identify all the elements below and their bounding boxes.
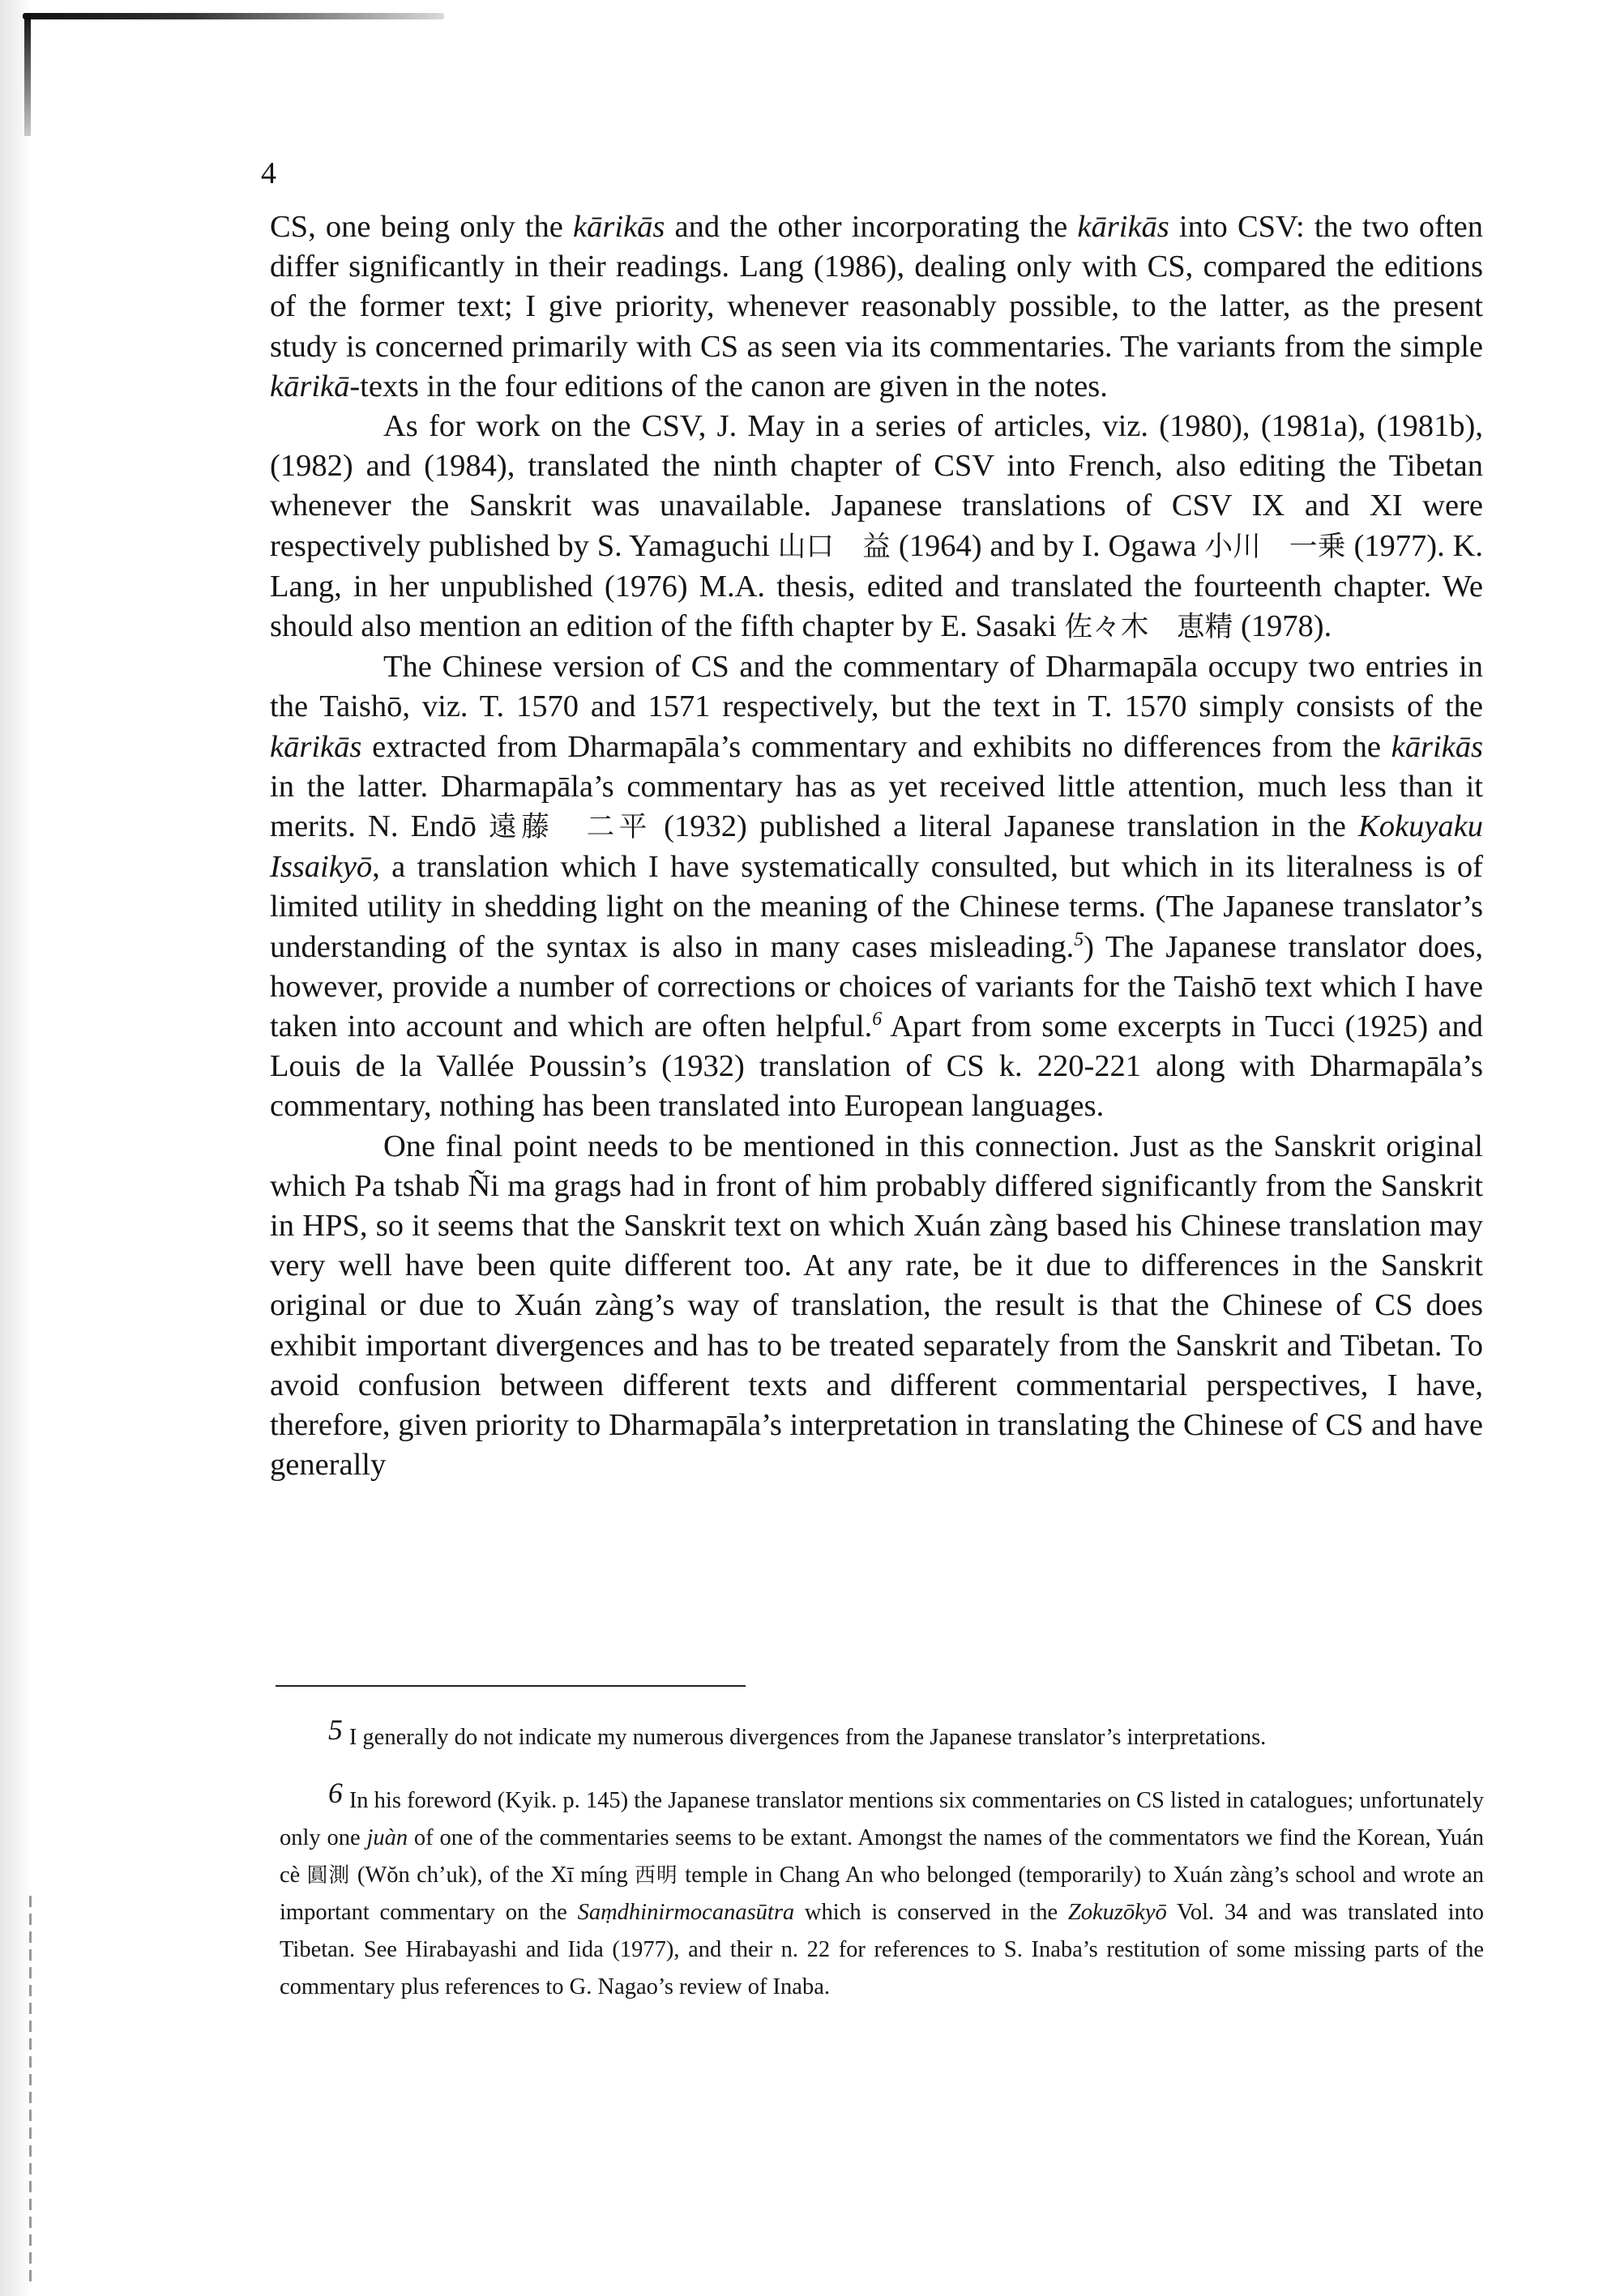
cjk-ximing: 西明 — [635, 1863, 678, 1888]
paragraph-4: One final point needs to be mentioned in this connection. Just as the Sanskrit original which Pa tshab Ñi ma grags had in front of him probably differed significantly from the Sanskrit in HPS, so it seems that the Sanskrit text on which Xuán zàng based his Chinese translation may very well have been quite different too. At any rate, be it due to differences in the Sanskrit original or due to Xuán zàng’s way of translation, the result is that the Chinese of CS does exhibit important divergences and has to be treated separately from the Sanskrit and Tibetan. To avoid confusion between different texts and different commentarial perspectives, I have, therefore, given priority to Dharmapāla’s interpretation in translating the Chinese of CS and have generally — [270, 1129, 1483, 1483]
footnote-ref-5[interactable]: 5 — [1074, 928, 1084, 950]
footnote-5: 5 I generally do not indicate my numerous divergences from the Japanese translator’s interpretations. — [328, 1713, 1267, 1750]
footnote-6: 6 In his foreword (Kyik. p. 145) the Japanese translator mentions six commentaries on CS listed in catalogues; unfortunately only one juàn of one of the commentaries seems to be extant. Amongst the names of the commentators we find the Korean, Yuán cè 圓測 (Wŏn ch’uk), of the Xī míng 西明 temple in Chang An who belonged (temporarily) to Xuán zàng’s school and wrote an important commentary on the Saṃdhinirmocanasūtra which is conserved in the Zokuzōkyō Vol. 34 and was translated into Tibetan. See Hirabayashi and Iida (1977), and their n. 22 for references to S. Inaba’s restitution of some missing parts of the commentary plus references to G. Nagao’s review of Inaba. — [280, 1777, 1485, 1999]
scan-left-bottom-border — [29, 1896, 32, 2285]
cjk-yamaguchi: 山口 益 — [777, 530, 891, 563]
scan-shadow-edge — [0, 0, 32, 2296]
cjk-endo: 遠藤 二平 — [489, 811, 652, 844]
paragraph-2: As for work on the CSV, J. May in a series of articles, viz. (1980), (1981a), (1981b), (1982) and (1984), translated the ninth chapter of CSV into French, also editing the Tibetan whenever the Sanskrit was unavailable. Japanese translations of CSV IX and XI were respectively published by S. Yamaguchi 山口 益 (1964) and by I. Ogawa 小川 一乗 (1977). K. Lang, in her unpublished (1976) M.A. thesis, edited and translated the fourteenth chapter. We should also mention an edition of the fifth chapter by E. Sasaki 佐々木 恵精 (1978). — [270, 409, 1484, 644]
footnote-ref-6[interactable]: 6 — [872, 1009, 883, 1031]
body-text — [270, 207, 1483, 1486]
paragraph-1: CS, one being only the kārikās and the other incorporating the kārikās into CSV: the two often differ significantly in their readings. Lang (1986), dealing only with CS, compared the editions of the former text; I give priority, whenever reasonably possible, to the latter, as the present study is concerned primarily with CS as seen via its commentaries. The variants from the simple kārikā-texts in the four editions of the canon are given in the notes. — [270, 210, 1483, 403]
footnote-number: 6 — [328, 1777, 343, 1809]
scan-left-border — [24, 15, 31, 136]
cjk-sasaki: 佐々木 恵精 — [1064, 611, 1233, 644]
cjk-yuance: 圓測 — [306, 1863, 351, 1888]
cjk-ogawa: 小川 一乗 — [1204, 530, 1346, 563]
footnotes — [280, 1711, 1484, 2024]
scan-top-border — [23, 13, 444, 19]
footnote-number: 5 — [328, 1713, 343, 1746]
page-number: 4 — [261, 156, 276, 190]
footnote-divider — [276, 1685, 746, 1687]
paragraph-3: The Chinese version of CS and the commentary of Dharmapāla occupy two entries in the Taishō, viz. T. 1570 and 1571 respectively, but the text in T. 1570 simply consists of the kārikās extracted from Dharmapāla’s commentary and exhibits no differences from the kārikās in the latter. Dharmapāla’s commentary has as yet received little attention, much less than it merits. N. Endō 遠藤 二平 (1932) published a literal Japanese translation in the Kokuyaku Issaikyō, a translation which I have systematically consulted, but which in its literalness is of limited utility in shedding light on the meaning of the Chinese terms. (The Japanese translator’s understanding of the syntax is also in many cases misleading.$^5$) The Japanese translator does, however, provide a number of corrections or choices of variants for the Taishō text which I have taken into account and which are often helpful.$^6$ Apart from some excerpts in Tucci (1925) and Louis de la Vallée Poussin’s (1932) translation of CS k. 220-221 along with Dharmapāla’s commentary, nothing has been translated into European languages. — [270, 650, 1483, 1124]
